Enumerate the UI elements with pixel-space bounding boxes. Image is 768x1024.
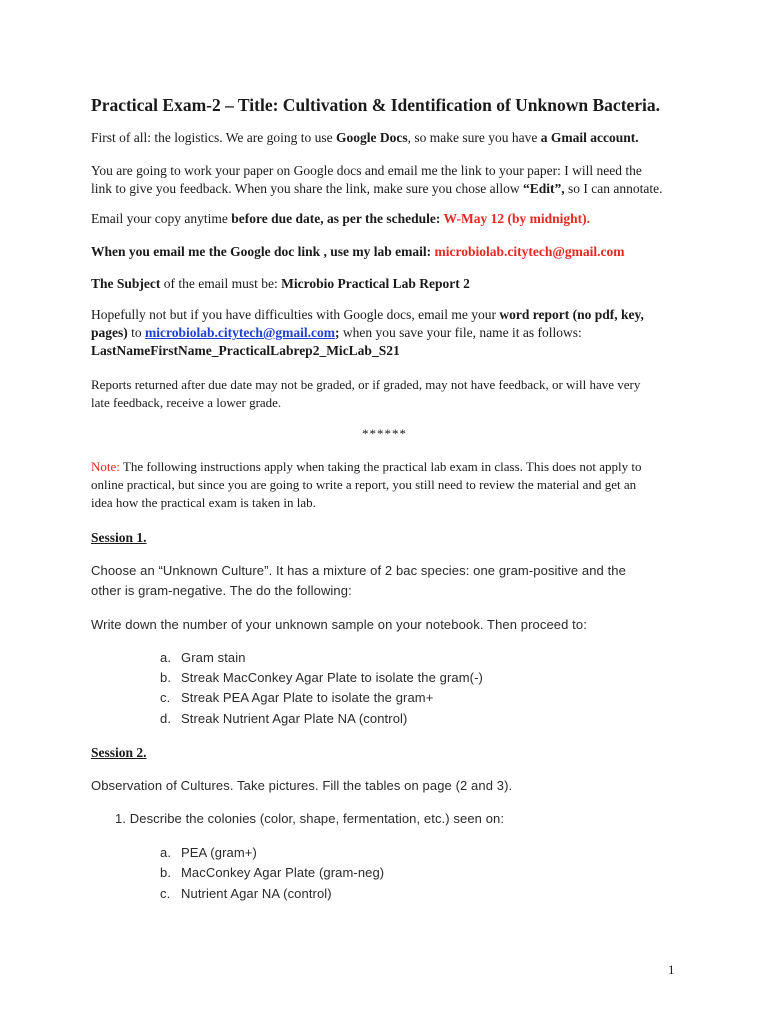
list-marker: a. [160,650,172,665]
logistics-text-2: , so make sure you have [407,130,541,145]
share-edit: “Edit”, [523,181,565,196]
list-text: Streak Nutrient Agar Plate NA (control) [181,711,408,726]
share-paragraph [91,162,691,198]
page-number: 1 [668,962,675,977]
word-report-paragraph [91,306,691,360]
share-text-2b: so I can annotate. [564,181,663,196]
write-paragraph: Write down the number of your unknown sample on your notebook. Then proceed to: [91,617,587,632]
choose-line-1: Choose an “Unknown Culture”. It has a mixture of 2 bac species: one gram-positive and the [91,563,626,578]
session-2-title: Session 2. [91,745,147,760]
word-report-line-1 [91,306,691,324]
list-marker: b. [160,865,172,880]
separator-stars: ****** [362,426,407,441]
describe-item [115,811,504,826]
choose-paragraph [91,561,691,601]
report-filename: LastNameFirstName_PracticalLabrep2_MicLab_S21 [91,343,400,358]
email-link[interactable]: microbiolab.citytech@gmail.com [145,325,336,340]
note-label: Note: [91,459,120,474]
session-1-title: Session 1. [91,530,147,545]
due-date: W-May 12 (by midnight). [443,211,590,226]
note-line-3: idea how the practical exam is taken in lab. [91,495,316,510]
subject-label: The Subject [91,276,161,291]
note-line-1 [91,458,691,476]
email-paragraph [91,243,691,261]
session-2-heading [91,744,691,762]
describe-marker: 1. [115,811,127,826]
word-report-line-2 [91,324,691,342]
list-marker: d. [160,711,172,726]
note-line-2: online practical, but since you are going to write a report, you still need to review the material and get an [91,477,637,492]
late-paragraph [91,376,691,412]
list-text: PEA (gram+) [181,845,257,860]
subject-text: of the email must be: [160,276,282,291]
list-text: Nutrient Agar NA (control) [181,886,332,901]
list-item [160,670,483,685]
list-item [160,650,246,665]
note-text-1: The following instructions apply when taking the practical lab exam in class. This does not apply to [119,459,642,474]
list-marker: c. [160,886,171,901]
share-text-2a: link to give you feedback. When you share the link, make sure you chose allow [91,181,524,196]
word-report-text-1: Hopefully not but if you have difficulties with Google docs, email me your [91,307,500,322]
due-text-1: Email your copy anytime [91,211,232,226]
lab-email: microbiolab.citytech@gmail.com [434,244,625,259]
list-item [160,690,433,705]
list-marker: b. [160,670,172,685]
word-report-semicolon: ; [335,325,340,340]
subject-value: Microbio Practical Lab Report 2 [281,276,470,291]
share-line-2 [91,180,691,198]
logistics-text-1: First of all: the logistics. We are going to use [91,130,337,145]
note-paragraph [91,458,691,512]
logistics-gmail: a Gmail account. [540,130,639,145]
subject-paragraph [91,275,691,293]
list-text: Streak PEA Agar Plate to isolate the gram+ [181,690,434,705]
list-item [160,865,384,880]
word-report-text-2: to [127,325,146,340]
share-line-1: You are going to work your paper on Google docs and email me the link to your paper: I will need the [91,163,642,178]
list-item [160,886,332,901]
list-text: Gram stain [181,650,246,665]
list-text: Streak MacConkey Agar Plate to isolate the gram(-) [181,670,483,685]
word-report-text-3: when you save your file, name it as follows: [339,325,582,340]
choose-line-2: other is gram-negative. The do the following: [91,583,352,598]
word-report-bold-1: word report (no pdf, key, [499,307,644,322]
page-title: Practical Exam-2 – Title: Cultivation & Identification of Unknown Bacteria. [91,95,661,115]
late-line-1: Reports returned after due date may not be graded, or if graded, may not have feedback, or will have very [91,377,641,392]
describe-text: Describe the colonies (color, shape, fermentation, etc.) seen on: [129,811,505,826]
list-item [160,711,407,726]
late-line-2: late feedback, receive a lower grade. [91,395,282,410]
word-report-line-3 [91,342,691,360]
list-item [160,845,257,860]
observe-paragraph: Observation of Cultures. Take pictures. Fill the tables on page (2 and 3). [91,778,513,793]
session-1-heading [91,529,691,547]
email-instruction: When you email me the Google doc link , use my lab email: [91,244,435,259]
logistics-paragraph [91,129,691,147]
logistics-google-docs: Google Docs [336,130,408,145]
list-marker: c. [160,690,171,705]
due-paragraph [91,210,691,228]
list-text: MacConkey Agar Plate (gram-neg) [181,865,385,880]
due-bold: before due date, as per the schedule: [231,211,444,226]
word-report-bold-2: pages) [91,325,128,340]
list-marker: a. [160,845,172,860]
